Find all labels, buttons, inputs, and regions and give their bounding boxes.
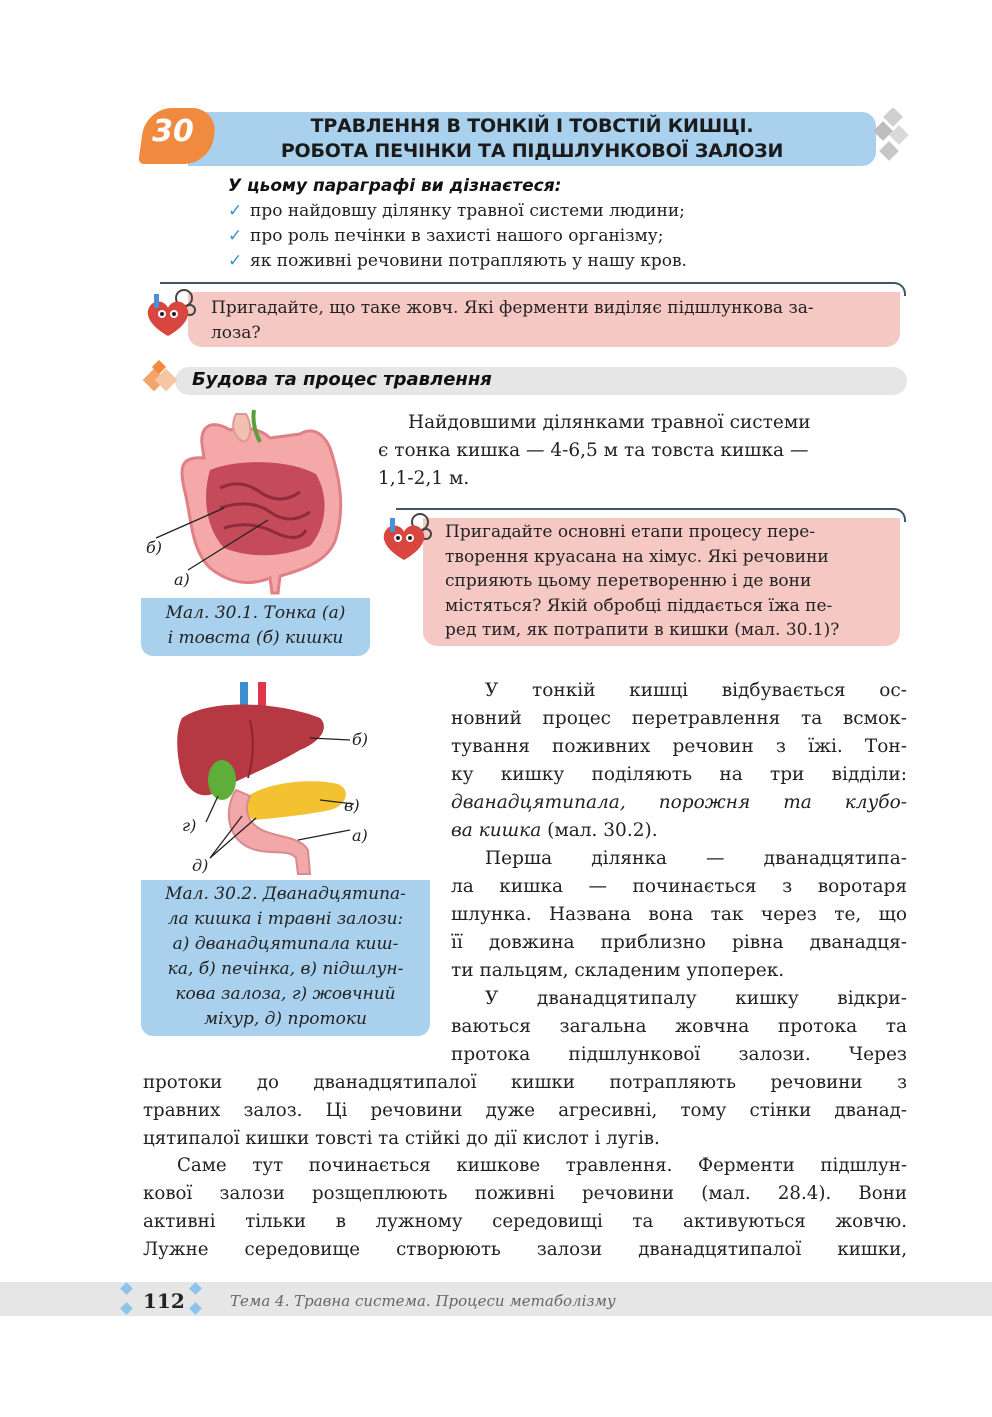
caption-line: а) дванадцятипала киш- (172, 934, 399, 954)
fig2-label-d: д) (192, 856, 209, 875)
fig1-label-b: б) (146, 538, 163, 557)
learn-item: ✓ про найдовшу ділянку травної системи людини; (228, 201, 685, 221)
caption-line: і товста (б) кишки (167, 628, 344, 648)
paragraph-4-wide (143, 1069, 907, 1153)
text-line: цятипалої кишки товсті та стійкі до дії кислот і лугів. (143, 1128, 660, 1149)
caption-line: Мал. 30.1. Тонка (а) (165, 603, 346, 623)
remind-text (445, 520, 897, 643)
paragraph-5 (143, 1152, 907, 1264)
footer-topic: Тема 4. Травна система. Процеси метаболізму (230, 1292, 616, 1310)
fig1-label-a: а) (174, 570, 190, 589)
text-line: новний процес перетравлення та всмок- (451, 708, 907, 729)
remind-text-line: сприяють цьому перетворенню і де вони (445, 571, 812, 591)
heart-mascot-icon (376, 510, 434, 566)
fig2-label-g: г) (182, 816, 197, 835)
text-line: її довжина приблизно рівна дванадця- (451, 932, 907, 953)
heart-mascot-icon (140, 286, 198, 342)
liver-pancreas-illustration (170, 678, 380, 878)
text-line: ла кишка — починається з воротаря (451, 876, 907, 897)
text-line: ти пальцям, складеним упоперек. (451, 960, 785, 981)
text-line: протока підшлункової залози. Через (451, 1044, 907, 1065)
paragraph-2 (451, 677, 907, 845)
text-line: ва кишка (мал. 30.2). (451, 820, 658, 841)
checkmark-icon: ✓ (228, 201, 243, 221)
paragraph-3 (451, 845, 907, 985)
text-line: ку кишку поділяють на три відділи: (451, 764, 907, 785)
text-line: Перша ділянка — дванадцятипа- (485, 848, 907, 869)
learn-item: ✓ про роль печінки в захисті нашого організму; (228, 226, 664, 246)
fig2-label-a: а) (352, 826, 368, 845)
title-banner (188, 112, 876, 166)
remind-text-line: ред тим, як потрапити в кишки (мал. 30.1)? (445, 620, 840, 640)
title-line-1: ТРАВЛЕННЯ В ТОНКІЙ І ТОВСТІЙ КИШЦІ. (310, 115, 754, 137)
text-line: активні тільки в лужному середовищі та активуються жовчю. (143, 1211, 907, 1232)
paragraph-1 (378, 409, 906, 493)
remind-text-line: творення круасана на хімус. Які речовини (445, 546, 829, 567)
text-line: 1,1-2,1 м. (378, 468, 470, 489)
fig1-caption (141, 598, 370, 656)
paragraph-4-narrow (451, 985, 907, 1069)
remind-text-line: містяться? Якій обробці піддається їжа пе- (445, 595, 833, 616)
remind-text-line: лоза? (211, 323, 261, 343)
section-title: Будова та процес травлення (192, 369, 492, 390)
text-line: протоки до дванадцятипалої кишки потрапляють речовини з (143, 1072, 907, 1093)
remind-text-line: Пригадайте основні етапи процесу пере- (445, 522, 816, 542)
text-line: Найдовшими ділянками травної системи (408, 412, 811, 433)
text-line: У тонкій кишці відбувається ос- (485, 680, 907, 701)
text-line: Саме тут починається кишкове травлення. Ферменти підшлун- (177, 1155, 907, 1176)
remind-text-line: Пригадайте, що таке жовч. Які ферменти виділяє підшлункова за- (211, 298, 814, 318)
page-number: 112 (143, 1289, 185, 1313)
text-line: є тонка кишка — 4-6,5 м та товста кишка — (378, 440, 809, 461)
text-line: кової залози розщеплюють поживні речовини (мал. 28.4). Вони (143, 1183, 907, 1204)
checkmark-icon: ✓ (228, 251, 243, 271)
text-line: шлунка. Названа вона так через те, що (451, 904, 907, 925)
text-line: травних залоз. Ці речовини дуже агресивні, тому стінки дванад- (143, 1100, 907, 1121)
text-line: ваються загальна жовчна протока та (451, 1016, 907, 1037)
paragraph-number: 30 (152, 114, 194, 149)
decor-diamonds-icon (872, 108, 912, 166)
fig2-label-b: б) (352, 730, 369, 749)
learn-title: У цьому параграфі ви дізнаєтеся: (228, 176, 562, 196)
fig2-label-v: в) (344, 796, 360, 815)
section-diamonds-icon (140, 360, 184, 400)
caption-line: міхур, д) протоки (203, 1009, 367, 1029)
text-line: тування поживних речовин з їжі. Тон- (451, 736, 907, 757)
text-line: дванадцятипала, порожня та клубо- (451, 792, 907, 813)
caption-line: ла кишка і травні залози: (167, 909, 404, 929)
caption-line: кова залоза, г) жовчний (175, 984, 396, 1004)
remind-box-1 (188, 292, 900, 347)
text-line: У дванадцятипалу кишку відкри- (485, 988, 907, 1009)
fig2-caption (141, 880, 430, 1036)
title-line-2: РОБОТА ПЕЧІНКИ ТА ПІДШЛУНКОВОЇ ЗАЛОЗИ (280, 140, 784, 162)
learn-item: ✓ як поживні речовини потрапляють у нашу кров. (228, 251, 687, 271)
text-line: Лужне середовище створюють залози дванадцятипалої кишки, (143, 1239, 907, 1260)
remind-box-2 (423, 518, 900, 646)
checkmark-icon: ✓ (228, 226, 243, 246)
caption-line: ка, б) печінка, в) підшлун- (167, 959, 404, 979)
caption-line: Мал. 30.2. Дванадцятипа- (165, 884, 406, 904)
